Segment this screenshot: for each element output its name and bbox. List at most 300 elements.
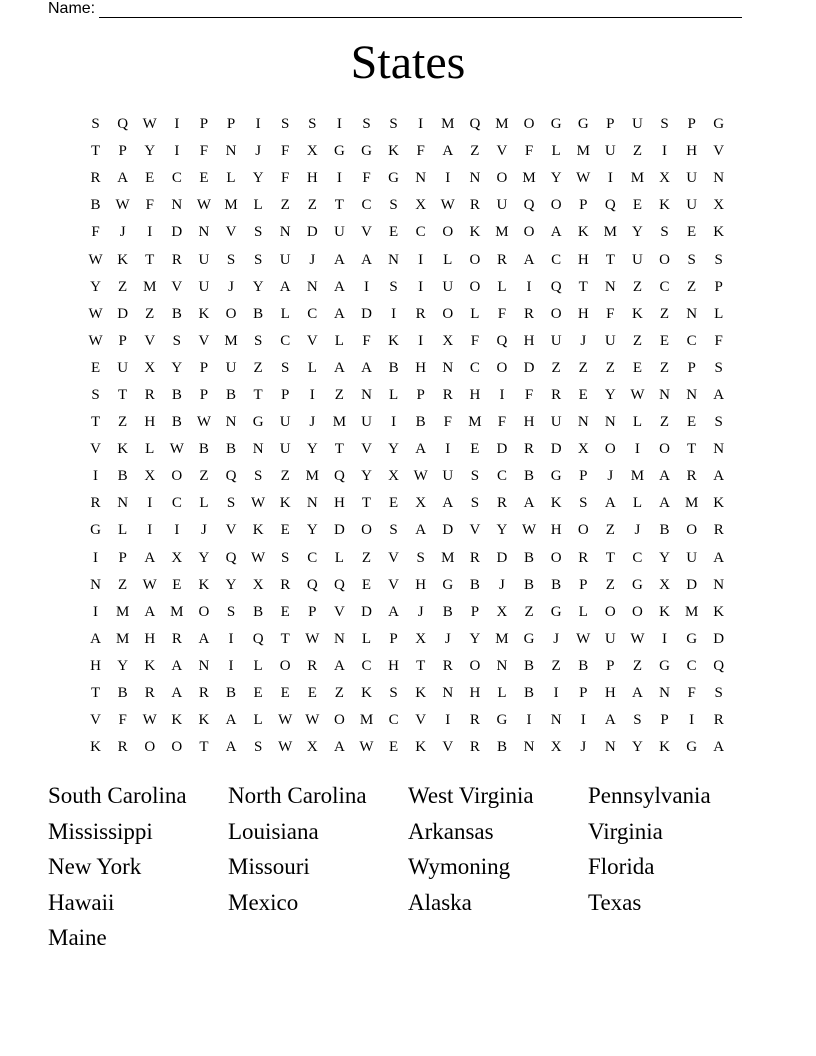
- grid-letter[interactable]: M: [115, 630, 130, 647]
- grid-letter[interactable]: K: [90, 739, 101, 756]
- grid-letter[interactable]: A: [90, 630, 101, 647]
- grid-letter[interactable]: O: [686, 522, 698, 539]
- grid-letter[interactable]: Y: [604, 386, 616, 403]
- grid-letter[interactable]: F: [497, 414, 507, 431]
- grid-letter[interactable]: M: [684, 495, 699, 512]
- grid-letter[interactable]: X: [306, 739, 318, 756]
- grid-letter[interactable]: I: [363, 278, 369, 295]
- grid-letter[interactable]: X: [659, 170, 670, 187]
- grid-letter[interactable]: I: [445, 441, 451, 458]
- grid-letter[interactable]: T: [118, 386, 128, 403]
- grid-letter[interactable]: O: [550, 549, 562, 566]
- grid-letter[interactable]: F: [606, 305, 615, 322]
- grid-letter[interactable]: Q: [306, 576, 318, 593]
- grid-letter[interactable]: W: [196, 414, 211, 431]
- grid-letter[interactable]: M: [332, 414, 347, 431]
- grid-letter[interactable]: E: [388, 224, 399, 241]
- grid-letter[interactable]: K: [713, 603, 725, 620]
- grid-letter[interactable]: I: [445, 712, 451, 729]
- grid-letter[interactable]: L: [145, 441, 155, 458]
- grid-letter[interactable]: P: [118, 332, 127, 349]
- grid-letter[interactable]: S: [714, 359, 723, 376]
- grid-letter[interactable]: D: [306, 224, 318, 241]
- grid-letter[interactable]: V: [225, 522, 237, 539]
- grid-letter[interactable]: H: [523, 414, 535, 431]
- grid-letter[interactable]: R: [280, 576, 291, 593]
- grid-letter[interactable]: K: [659, 739, 670, 756]
- grid-letter[interactable]: I: [93, 549, 99, 566]
- grid-letter[interactable]: N: [496, 657, 508, 674]
- grid-letter[interactable]: H: [550, 522, 562, 539]
- grid-letter[interactable]: I: [174, 522, 180, 539]
- grid-letter[interactable]: Z: [659, 305, 670, 322]
- grid-letter[interactable]: U: [198, 278, 210, 295]
- grid-letter[interactable]: A: [388, 603, 399, 620]
- grid-letter[interactable]: U: [632, 251, 643, 268]
- grid-letter[interactable]: K: [550, 495, 562, 512]
- grid-letter[interactable]: I: [418, 251, 424, 268]
- grid-letter[interactable]: O: [469, 251, 481, 268]
- grid-letter[interactable]: S: [253, 251, 263, 268]
- grid-letter[interactable]: I: [634, 441, 640, 458]
- grid-letter[interactable]: A: [361, 359, 372, 376]
- grid-letter[interactable]: E: [361, 576, 372, 593]
- grid-letter[interactable]: Q: [604, 197, 616, 214]
- grid-letter[interactable]: W: [576, 170, 591, 187]
- grid-letter[interactable]: A: [198, 630, 210, 647]
- grid-letter[interactable]: M: [495, 224, 509, 241]
- grid-letter[interactable]: O: [442, 224, 454, 241]
- grid-letter[interactable]: N: [252, 441, 264, 458]
- grid-letter[interactable]: Z: [632, 143, 642, 160]
- grid-letter[interactable]: A: [632, 685, 643, 702]
- grid-letter[interactable]: C: [361, 657, 372, 674]
- grid-letter[interactable]: N: [659, 685, 670, 702]
- grid-letter[interactable]: A: [415, 522, 427, 539]
- grid-letter[interactable]: K: [198, 712, 210, 729]
- grid-letter[interactable]: Q: [550, 278, 562, 295]
- grid-letter[interactable]: P: [226, 116, 236, 133]
- grid-letter[interactable]: O: [604, 441, 616, 458]
- grid-letter[interactable]: A: [144, 603, 156, 620]
- grid-letter[interactable]: P: [308, 603, 317, 620]
- grid-letter[interactable]: F: [497, 305, 507, 322]
- grid-letter[interactable]: G: [686, 739, 698, 756]
- grid-letter[interactable]: N: [388, 251, 399, 268]
- grid-letter[interactable]: I: [309, 386, 315, 403]
- grid-letter[interactable]: A: [713, 739, 725, 756]
- grid-letter[interactable]: K: [388, 332, 399, 349]
- grid-letter[interactable]: O: [279, 657, 291, 674]
- grid-letter[interactable]: W: [251, 549, 266, 566]
- grid-letter[interactable]: L: [551, 143, 561, 160]
- grid-letter[interactable]: P: [579, 468, 588, 485]
- grid-letter[interactable]: X: [388, 468, 399, 485]
- grid-letter[interactable]: W: [278, 712, 293, 729]
- grid-letter[interactable]: M: [224, 197, 238, 214]
- grid-letter[interactable]: G: [577, 116, 589, 133]
- grid-letter[interactable]: F: [362, 170, 371, 187]
- grid-letter[interactable]: S: [389, 278, 398, 295]
- grid-letter[interactable]: V: [713, 143, 725, 160]
- grid-letter[interactable]: W: [115, 197, 130, 214]
- grid-letter[interactable]: S: [579, 495, 588, 512]
- grid-letter[interactable]: X: [171, 549, 183, 566]
- grid-letter[interactable]: M: [630, 170, 645, 187]
- grid-letter[interactable]: V: [333, 603, 345, 620]
- grid-letter[interactable]: I: [580, 712, 586, 729]
- grid-letter[interactable]: Z: [280, 468, 290, 485]
- grid-letter[interactable]: E: [172, 576, 182, 593]
- grid-letter[interactable]: E: [280, 603, 290, 620]
- grid-letter[interactable]: W: [142, 116, 157, 133]
- grid-letter[interactable]: B: [442, 603, 453, 620]
- grid-letter[interactable]: G: [550, 603, 562, 620]
- grid-letter[interactable]: F: [118, 712, 127, 729]
- grid-letter[interactable]: S: [470, 468, 480, 485]
- grid-letter[interactable]: Z: [524, 603, 534, 620]
- grid-letter[interactable]: Z: [632, 278, 642, 295]
- grid-letter[interactable]: H: [469, 386, 481, 403]
- grid-letter[interactable]: S: [91, 386, 100, 403]
- grid-letter[interactable]: J: [634, 522, 641, 539]
- grid-letter[interactable]: P: [714, 278, 723, 295]
- grid-letter[interactable]: L: [632, 414, 642, 431]
- grid-letter[interactable]: N: [577, 414, 589, 431]
- grid-letter[interactable]: K: [361, 685, 372, 702]
- grid-letter[interactable]: C: [171, 170, 182, 187]
- grid-letter[interactable]: T: [361, 495, 372, 512]
- grid-letter[interactable]: K: [659, 603, 670, 620]
- grid-letter[interactable]: N: [550, 712, 562, 729]
- grid-letter[interactable]: A: [523, 495, 535, 512]
- grid-letter[interactable]: I: [662, 143, 668, 160]
- grid-letter[interactable]: O: [171, 468, 183, 485]
- grid-letter[interactable]: G: [333, 143, 345, 160]
- grid-letter[interactable]: M: [630, 468, 645, 485]
- grid-letter[interactable]: C: [469, 359, 480, 376]
- grid-letter[interactable]: B: [171, 386, 182, 403]
- grid-letter[interactable]: Z: [334, 685, 344, 702]
- grid-letter[interactable]: K: [388, 143, 399, 160]
- grid-letter[interactable]: B: [524, 468, 535, 485]
- grid-letter[interactable]: U: [550, 332, 562, 349]
- grid-letter[interactable]: C: [551, 251, 562, 268]
- grid-letter[interactable]: Y: [632, 224, 643, 241]
- grid-letter[interactable]: K: [577, 224, 589, 241]
- grid-letter[interactable]: E: [659, 332, 670, 349]
- grid-letter[interactable]: R: [442, 386, 453, 403]
- grid-letter[interactable]: H: [577, 251, 589, 268]
- grid-letter[interactable]: Y: [90, 278, 101, 295]
- grid-letter[interactable]: Z: [118, 278, 128, 295]
- grid-letter[interactable]: A: [550, 224, 562, 241]
- grid-letter[interactable]: B: [90, 197, 101, 214]
- grid-letter[interactable]: C: [496, 468, 507, 485]
- grid-letter[interactable]: R: [307, 657, 318, 674]
- grid-letter[interactable]: W: [521, 522, 537, 539]
- grid-letter[interactable]: B: [117, 468, 128, 485]
- grid-letter[interactable]: S: [660, 116, 669, 133]
- grid-letter[interactable]: S: [281, 116, 290, 133]
- grid-letter[interactable]: R: [171, 251, 182, 268]
- grid-letter[interactable]: S: [253, 739, 263, 756]
- grid-letter[interactable]: F: [281, 143, 290, 160]
- grid-letter[interactable]: P: [118, 143, 127, 160]
- grid-letter[interactable]: G: [523, 630, 535, 647]
- grid-letter[interactable]: E: [253, 685, 263, 702]
- grid-letter[interactable]: I: [445, 170, 451, 187]
- grid-letter[interactable]: U: [225, 359, 237, 376]
- grid-letter[interactable]: S: [389, 522, 398, 539]
- grid-letter[interactable]: O: [171, 739, 183, 756]
- grid-letter[interactable]: X: [550, 739, 562, 756]
- grid-letter[interactable]: R: [90, 170, 101, 187]
- grid-letter[interactable]: N: [333, 630, 345, 647]
- grid-letter[interactable]: J: [255, 143, 262, 160]
- grid-letter[interactable]: G: [713, 116, 725, 133]
- grid-letter[interactable]: R: [469, 712, 480, 729]
- grid-letter[interactable]: T: [253, 386, 263, 403]
- grid-letter[interactable]: W: [576, 630, 591, 647]
- grid-letter[interactable]: C: [659, 278, 670, 295]
- grid-letter[interactable]: Z: [659, 359, 670, 376]
- grid-letter[interactable]: T: [90, 414, 101, 431]
- grid-letter[interactable]: S: [226, 495, 236, 512]
- grid-letter[interactable]: Z: [253, 359, 263, 376]
- grid-letter[interactable]: M: [359, 712, 374, 729]
- grid-letter[interactable]: Q: [469, 116, 481, 133]
- grid-letter[interactable]: J: [119, 224, 126, 241]
- grid-letter[interactable]: Y: [198, 549, 210, 566]
- grid-letter[interactable]: N: [604, 414, 616, 431]
- grid-letter[interactable]: X: [415, 495, 427, 512]
- grid-letter[interactable]: M: [441, 116, 455, 133]
- grid-letter[interactable]: N: [713, 576, 725, 593]
- grid-letter[interactable]: S: [389, 197, 398, 214]
- grid-letter[interactable]: B: [524, 576, 535, 593]
- grid-letter[interactable]: P: [199, 386, 209, 403]
- grid-letter[interactable]: F: [443, 414, 452, 431]
- grid-letter[interactable]: L: [632, 495, 642, 512]
- grid-letter[interactable]: A: [713, 386, 725, 403]
- grid-letter[interactable]: Z: [632, 332, 642, 349]
- grid-letter[interactable]: S: [226, 603, 236, 620]
- grid-letter[interactable]: Q: [496, 332, 508, 349]
- grid-letter[interactable]: U: [361, 414, 372, 431]
- grid-letter[interactable]: N: [604, 739, 616, 756]
- grid-letter[interactable]: Y: [306, 522, 318, 539]
- grid-letter[interactable]: N: [686, 386, 698, 403]
- grid-letter[interactable]: G: [550, 468, 562, 485]
- grid-letter[interactable]: F: [470, 332, 480, 349]
- grid-letter[interactable]: F: [524, 143, 534, 160]
- grid-letter[interactable]: V: [361, 224, 372, 241]
- grid-letter[interactable]: L: [253, 657, 263, 674]
- grid-letter[interactable]: N: [225, 143, 237, 160]
- grid-letter[interactable]: U: [686, 170, 698, 187]
- grid-letter[interactable]: A: [171, 657, 183, 674]
- grid-letter[interactable]: D: [171, 224, 183, 241]
- grid-letter[interactable]: U: [279, 414, 291, 431]
- grid-letter[interactable]: I: [147, 495, 153, 512]
- grid-letter[interactable]: J: [444, 630, 451, 647]
- grid-letter[interactable]: E: [307, 685, 317, 702]
- grid-letter[interactable]: P: [579, 576, 588, 593]
- grid-letter[interactable]: W: [251, 495, 266, 512]
- grid-letter[interactable]: Y: [469, 630, 481, 647]
- grid-letter[interactable]: M: [115, 603, 130, 620]
- grid-letter[interactable]: V: [171, 278, 183, 295]
- grid-letter[interactable]: P: [199, 116, 209, 133]
- grid-letter[interactable]: O: [550, 305, 562, 322]
- grid-letter[interactable]: Z: [578, 359, 588, 376]
- grid-letter[interactable]: H: [333, 495, 345, 512]
- grid-letter[interactable]: T: [334, 441, 344, 458]
- grid-letter[interactable]: S: [633, 712, 642, 729]
- grid-letter[interactable]: F: [416, 143, 425, 160]
- grid-letter[interactable]: S: [172, 332, 181, 349]
- grid-letter[interactable]: U: [442, 278, 454, 295]
- grid-letter[interactable]: L: [443, 251, 453, 268]
- grid-letter[interactable]: V: [469, 522, 481, 539]
- grid-letter[interactable]: N: [442, 685, 454, 702]
- grid-letter[interactable]: U: [632, 116, 643, 133]
- grid-letter[interactable]: R: [524, 441, 535, 458]
- grid-letter[interactable]: N: [90, 576, 101, 593]
- grid-letter[interactable]: Y: [306, 441, 318, 458]
- grid-letter[interactable]: W: [142, 576, 157, 593]
- grid-letter[interactable]: K: [252, 522, 264, 539]
- grid-letter[interactable]: W: [196, 197, 211, 214]
- grid-letter[interactable]: G: [252, 414, 264, 431]
- grid-letter[interactable]: V: [415, 712, 427, 729]
- grid-letter[interactable]: I: [336, 170, 342, 187]
- grid-letter[interactable]: S: [470, 495, 480, 512]
- grid-letter[interactable]: R: [578, 549, 589, 566]
- grid-letter[interactable]: L: [497, 685, 507, 702]
- grid-letter[interactable]: K: [713, 495, 725, 512]
- grid-letter[interactable]: S: [660, 224, 669, 241]
- grid-letter[interactable]: G: [361, 143, 372, 160]
- grid-letter[interactable]: H: [415, 576, 427, 593]
- grid-letter[interactable]: C: [686, 332, 697, 349]
- grid-letter[interactable]: M: [224, 332, 238, 349]
- grid-letter[interactable]: H: [144, 630, 156, 647]
- grid-letter[interactable]: S: [416, 549, 425, 566]
- grid-letter[interactable]: B: [171, 305, 182, 322]
- grid-letter[interactable]: X: [252, 576, 264, 593]
- grid-letter[interactable]: S: [714, 251, 723, 268]
- grid-letter[interactable]: I: [228, 630, 234, 647]
- grid-letter[interactable]: D: [550, 441, 562, 458]
- grid-letter[interactable]: B: [469, 576, 480, 593]
- grid-letter[interactable]: U: [442, 468, 454, 485]
- grid-letter[interactable]: I: [174, 143, 180, 160]
- grid-letter[interactable]: D: [496, 441, 508, 458]
- grid-letter[interactable]: R: [144, 386, 155, 403]
- grid-letter[interactable]: N: [713, 170, 725, 187]
- grid-letter[interactable]: I: [391, 305, 397, 322]
- grid-letter[interactable]: B: [226, 441, 237, 458]
- grid-letter[interactable]: O: [577, 522, 589, 539]
- grid-letter[interactable]: W: [169, 441, 184, 458]
- grid-letter[interactable]: M: [495, 116, 509, 133]
- grid-letter[interactable]: S: [281, 359, 290, 376]
- grid-letter[interactable]: S: [91, 116, 100, 133]
- grid-letter[interactable]: R: [524, 305, 535, 322]
- grid-letter[interactable]: H: [90, 657, 101, 674]
- grid-letter[interactable]: A: [659, 468, 670, 485]
- grid-letter[interactable]: X: [713, 197, 725, 214]
- grid-letter[interactable]: S: [389, 685, 398, 702]
- grid-letter[interactable]: O: [496, 170, 508, 187]
- grid-letter[interactable]: S: [714, 414, 723, 431]
- grid-letter[interactable]: U: [604, 143, 616, 160]
- grid-letter[interactable]: C: [280, 332, 291, 349]
- grid-letter[interactable]: U: [279, 441, 291, 458]
- grid-letter[interactable]: A: [144, 549, 156, 566]
- grid-letter[interactable]: N: [415, 170, 427, 187]
- grid-letter[interactable]: C: [388, 712, 399, 729]
- grid-letter[interactable]: R: [442, 657, 453, 674]
- grid-letter[interactable]: O: [659, 441, 670, 458]
- grid-letter[interactable]: N: [198, 657, 210, 674]
- grid-letter[interactable]: Z: [551, 359, 561, 376]
- grid-letter[interactable]: H: [523, 332, 535, 349]
- grid-letter[interactable]: L: [280, 305, 290, 322]
- grid-letter[interactable]: B: [198, 441, 209, 458]
- grid-letter[interactable]: U: [117, 359, 129, 376]
- grid-letter[interactable]: F: [145, 197, 154, 214]
- grid-letter[interactable]: E: [199, 170, 209, 187]
- grid-letter[interactable]: I: [147, 224, 153, 241]
- grid-letter[interactable]: P: [687, 359, 696, 376]
- grid-letter[interactable]: R: [415, 305, 426, 322]
- grid-letter[interactable]: L: [118, 522, 128, 539]
- grid-letter[interactable]: Z: [632, 657, 642, 674]
- grid-letter[interactable]: X: [144, 468, 156, 485]
- grid-letter[interactable]: U: [550, 414, 562, 431]
- grid-letter[interactable]: X: [577, 441, 589, 458]
- grid-letter[interactable]: A: [604, 495, 616, 512]
- grid-letter[interactable]: U: [496, 197, 508, 214]
- grid-letter[interactable]: T: [280, 630, 290, 647]
- grid-letter[interactable]: A: [279, 278, 291, 295]
- grid-letter[interactable]: U: [604, 630, 616, 647]
- grid-letter[interactable]: A: [225, 712, 237, 729]
- grid-letter[interactable]: I: [418, 332, 424, 349]
- grid-letter[interactable]: A: [713, 468, 725, 485]
- grid-letter[interactable]: I: [147, 522, 153, 539]
- grid-letter[interactable]: E: [388, 495, 399, 512]
- grid-letter[interactable]: A: [333, 739, 345, 756]
- grid-letter[interactable]: H: [306, 170, 318, 187]
- grid-letter[interactable]: D: [713, 630, 725, 647]
- grid-letter[interactable]: Y: [496, 522, 508, 539]
- grid-letter[interactable]: B: [496, 739, 507, 756]
- grid-letter[interactable]: I: [607, 170, 613, 187]
- grid-letter[interactable]: G: [659, 657, 670, 674]
- grid-letter[interactable]: Z: [470, 143, 480, 160]
- grid-letter[interactable]: H: [469, 685, 481, 702]
- grid-letter[interactable]: O: [361, 522, 372, 539]
- grid-letter[interactable]: O: [550, 197, 562, 214]
- grid-letter[interactable]: Y: [252, 170, 264, 187]
- grid-letter[interactable]: P: [470, 603, 480, 620]
- grid-letter[interactable]: T: [687, 441, 697, 458]
- grid-letter[interactable]: B: [659, 522, 670, 539]
